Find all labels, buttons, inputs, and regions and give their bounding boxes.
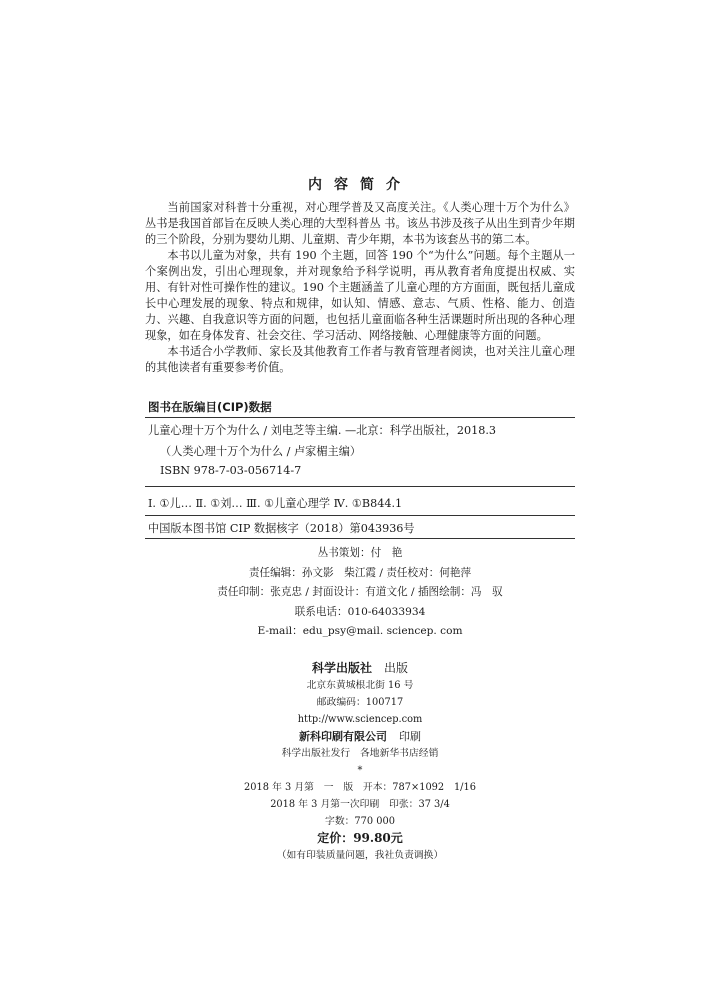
- publisher-name: 科学出版社: [311, 661, 372, 675]
- publisher-website: http://www.sciencep.com: [297, 714, 423, 725]
- publisher-suffix: 出版: [384, 661, 409, 675]
- separator-star: *: [357, 765, 363, 776]
- publisher-address: 北京东黄城根北街 16 号: [306, 680, 414, 691]
- cip-series-line: （人类心理十万个为什么 / 卢家楣主编）: [160, 445, 362, 458]
- quality-note: （如有印装质量问题，我社负责调换）: [276, 850, 444, 861]
- edition-info: 2018 年 3 月第 一 版 开本：787×1092 1/16: [244, 782, 476, 793]
- printing-info: 2018 年 3 月第一次印刷 印张：37 3/4: [270, 799, 450, 810]
- cip-top-rule: [145, 417, 575, 418]
- publisher-line: [0, 660, 720, 677]
- intro-section: [145, 200, 575, 376]
- intro-paragraph-2: 本书以儿童为对象，共有 190 个主题，回答 190 个“为什么”问题。每个主题从一个案例出发，引出心理现象，并对现象给予科学说明，再从教育者角度提出权威、实用、有针对性可操作性的建议。190 个主题涵盖了儿童心理的方方面面，既包括儿童成长中心理发展的现象、特点和规律，如认知、情感、意志、气质、性格、能力、创造力、兴趣、自我意识等方面的问题，也包括儿童面临各种生活课题时所出现的各种心理现象，如在身体发育、社会交往、学习活动、网络接触、心理健康等方面的问题。: [145, 249, 575, 342]
- cip-heading: 图书在版编目(CIP)数据: [148, 400, 272, 414]
- word-count: 字数：770 000: [325, 816, 395, 827]
- cip-bottom-rule: [145, 538, 575, 539]
- responsible-editors: 责任编辑：孙文影 柴江霞 / 责任校对：何艳萍: [248, 566, 472, 579]
- cip-library-note: 中国版本图书馆 CIP 数据核字（2018）第043936号: [148, 522, 415, 535]
- credits-section: [0, 544, 720, 642]
- contact-email: E-mail：edu_psy@mail. sciencep. com: [257, 625, 463, 637]
- contact-phone: 联系电话：010-64033934: [294, 605, 426, 618]
- distribution-note: 科学出版社发行 各地新华书店经销: [281, 748, 439, 759]
- printer-line: [0, 728, 720, 745]
- publisher-postcode: 邮政编码：100717: [316, 697, 404, 708]
- cip-isbn: ISBN 978-7-03-056714-7: [160, 464, 302, 477]
- intro-paragraph-3: 本书适合小学教师、家长及其他教育工作者与教育管理者阅读，也对关注儿童心理的其他读者有重要参考价值。: [145, 345, 575, 374]
- production-credits: 责任印制：张克忠 / 封面设计：有道文化 / 插图绘制：冯 驭: [217, 586, 503, 598]
- price: 定价：99.80元: [317, 831, 403, 845]
- cip-middle-rule: [145, 486, 575, 487]
- publisher-section: [0, 660, 720, 864]
- printer-suffix: 印刷: [399, 730, 421, 743]
- page-title: 内容简介: [308, 177, 412, 193]
- series-planner: 丛书策划：付 艳: [317, 547, 403, 559]
- cip-classification: Ⅰ. ①儿… Ⅱ. ①刘… Ⅲ. ①儿童心理学 Ⅳ. ①B844.1: [148, 497, 403, 510]
- cip-lower-rule: [145, 515, 575, 516]
- intro-paragraph-1: 当前国家对科普十分重视，对心理学普及又高度关注。《人类心理十万个为什么》丛书是我国首部旨在反映人类心理的大型科普丛 书。该丛书涉及孩子从出生到青少年期的三个阶段，分别为婴幼儿期、儿童期、青少年期，本书为该套丛书的第二本。: [145, 201, 575, 246]
- printer-name: 新科印刷有限公司: [299, 730, 387, 743]
- cip-title-line: 儿童心理十万个为什么 / 刘电芝等主编. —北京：科学出版社，2018.3: [148, 424, 497, 437]
